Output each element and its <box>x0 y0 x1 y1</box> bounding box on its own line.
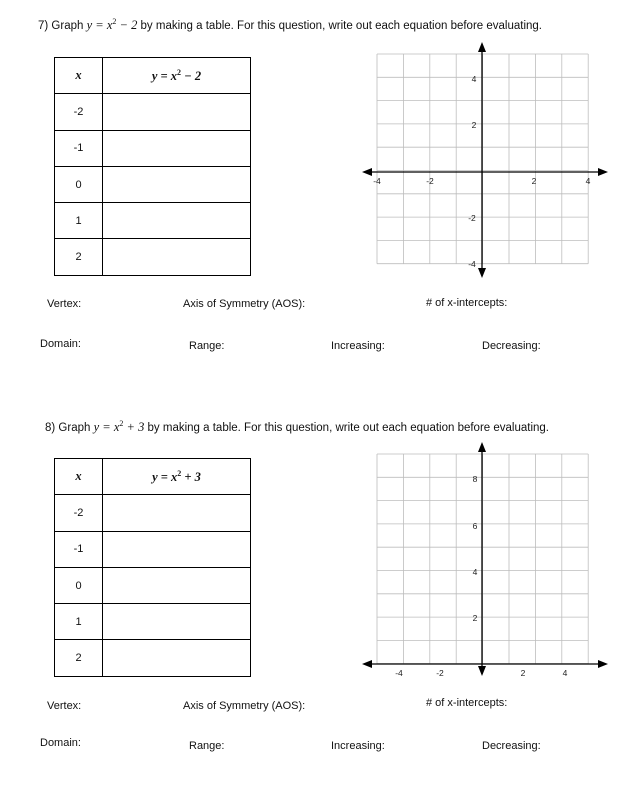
x-tick-label: 4 <box>585 176 591 186</box>
y-value-cell[interactable] <box>103 166 251 202</box>
y-value-cell[interactable] <box>103 130 251 166</box>
q7-domain-label: Domain: <box>40 338 81 350</box>
x-tick-label: 2 <box>520 668 526 678</box>
y-axis-down-arrow <box>478 268 486 278</box>
y-tick-label: -4 <box>468 259 476 269</box>
y-tick-label: 2 <box>472 613 478 623</box>
y-column-header: $y = x^2 + 3$ <box>103 459 251 495</box>
q7-title: 7) Graph $y = x^2 - 2$ by making a table. For this question, write out each equation before evaluating. <box>38 17 542 33</box>
q8-vertex-label: Vertex: <box>47 700 82 712</box>
x-value-cell: 1 <box>55 203 103 239</box>
y-value-cell[interactable] <box>103 94 251 130</box>
y-tick-label: 8 <box>472 474 478 484</box>
q8-range-label: Range: <box>189 740 225 752</box>
table-row <box>55 567 251 603</box>
x-axis-left-arrow <box>362 168 372 176</box>
x-value-cell: 2 <box>55 239 103 275</box>
y-value-cell[interactable] <box>103 640 251 676</box>
x-value-cell: 0 <box>55 567 103 603</box>
x-column-header: x <box>55 58 103 94</box>
q8-decreasing-label: Decreasing: <box>482 740 541 752</box>
q7-decreasing-label: Decreasing: <box>482 340 541 352</box>
x-value-cell: 0 <box>55 166 103 202</box>
table-row <box>55 531 251 567</box>
y-axis-up-arrow <box>478 42 486 52</box>
x-value-cell: 1 <box>55 604 103 640</box>
table-row <box>55 239 251 275</box>
q7-coordinate-grid[interactable] <box>360 40 610 280</box>
y-tick-label: 6 <box>472 521 478 531</box>
x-axis-right-arrow <box>598 660 608 668</box>
y-value-cell[interactable] <box>103 567 251 603</box>
table-row <box>55 495 251 531</box>
x-value-cell: -1 <box>55 130 103 166</box>
x-tick-label: -2 <box>436 668 444 678</box>
q7-increasing-label: Increasing: <box>331 340 385 352</box>
x-tick-label: -4 <box>373 176 381 186</box>
table-header-row <box>55 58 251 94</box>
x-tick-label: 2 <box>531 176 537 186</box>
q8-value-table <box>54 458 251 677</box>
q7-aos-label: Axis of Symmetry (AOS): <box>183 298 306 310</box>
x-column-header: x <box>55 459 103 495</box>
y-value-cell[interactable] <box>103 531 251 567</box>
q8-increasing-label: Increasing: <box>331 740 385 752</box>
table-row <box>55 203 251 239</box>
y-tick-label: 4 <box>471 74 477 84</box>
table-header-row <box>55 459 251 495</box>
q8-aos-label: Axis of Symmetry (AOS): <box>183 700 306 712</box>
q7-value-table <box>54 57 251 276</box>
y-tick-label: 2 <box>471 120 477 130</box>
q8-x-intercepts-label: # of x-intercepts: <box>426 697 508 709</box>
x-tick-label: -2 <box>426 176 434 186</box>
table-row <box>55 640 251 676</box>
y-value-cell[interactable] <box>103 495 251 531</box>
y-value-cell[interactable] <box>103 604 251 640</box>
x-tick-label: 4 <box>562 668 568 678</box>
q7-x-intercepts-label: # of x-intercepts: <box>426 297 508 309</box>
q7-range-label: Range: <box>189 340 225 352</box>
y-axis-up-arrow <box>478 442 486 452</box>
y-axis-down-arrow <box>478 666 486 676</box>
y-column-header: $y = x^2 - 2$ <box>103 58 251 94</box>
x-axis-right-arrow <box>598 168 608 176</box>
q8-title: 8) Graph $y = x^2 + 3$ by making a table. For this question, write out each equation before evaluating. <box>45 419 549 435</box>
q8-coordinate-grid[interactable] <box>360 440 610 680</box>
table-row <box>55 166 251 202</box>
table-row <box>55 604 251 640</box>
y-tick-label: 4 <box>472 567 478 577</box>
x-axis-left-arrow <box>362 660 372 668</box>
x-value-cell: -2 <box>55 94 103 130</box>
x-value-cell: -2 <box>55 495 103 531</box>
q8-domain-label: Domain: <box>40 737 81 749</box>
y-tick-label: -2 <box>468 213 476 223</box>
table-row <box>55 94 251 130</box>
x-value-cell: 2 <box>55 640 103 676</box>
y-value-cell[interactable] <box>103 239 251 275</box>
x-tick-label: -4 <box>395 668 403 678</box>
y-value-cell[interactable] <box>103 203 251 239</box>
x-value-cell: -1 <box>55 531 103 567</box>
table-row <box>55 130 251 166</box>
q7-vertex-label: Vertex: <box>47 298 82 310</box>
